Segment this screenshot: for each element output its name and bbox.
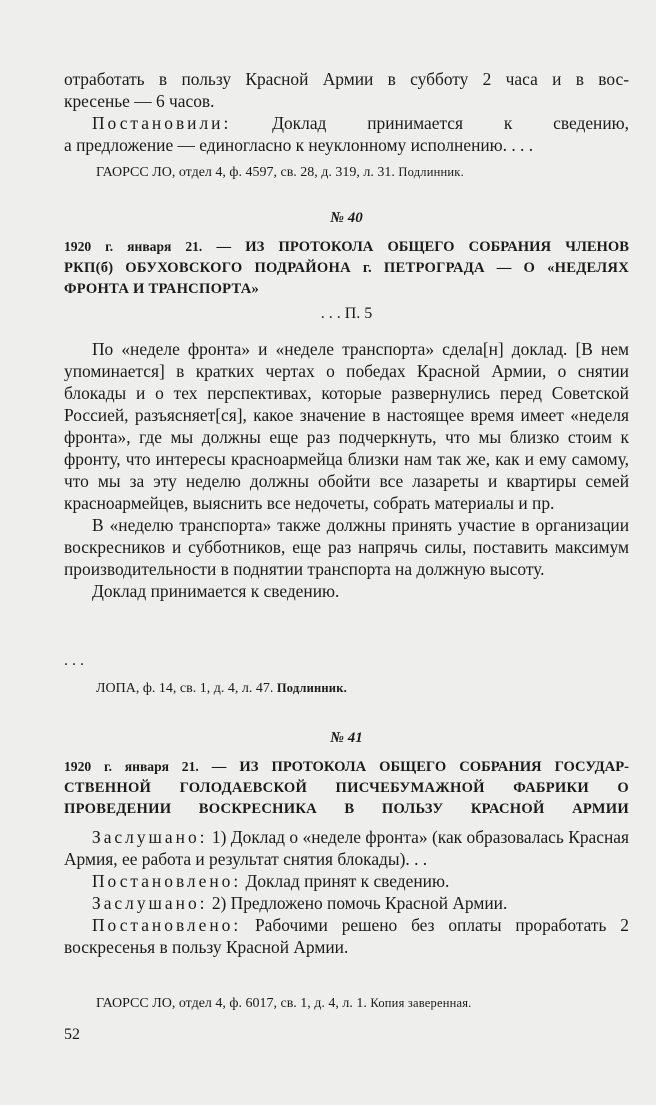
resolution-label: Постановлено: [92, 871, 242, 891]
heading-text: СТВЕННОЙ ГОЛОДАЕВСКОЙ ПИСЧЕБУМАЖНОЙ ФАБРИКИ О ПРОВЕДЕНИИ ВОСКРЕСНИКА В ПОЛЬЗУ КРАСНОЙ АРМИИ [64, 780, 629, 817]
archive-reference [96, 165, 464, 181]
resolution-text: Рабочими решено без оплаты проработать 2 воскресенья в пользу Красной Армии. [64, 915, 629, 957]
document-body [64, 338, 629, 602]
document-number: № 40 [330, 210, 363, 226]
document-heading [64, 236, 629, 300]
heard-label: Заслушано: [92, 827, 208, 847]
resolution-item [64, 914, 629, 958]
archive-reference [96, 996, 472, 1012]
resolution-line [64, 112, 629, 134]
heard-text: 1) Доклад о «неделе фронта» (как образовалась Красная Армия, ее работа и результат снятия блокады). . . [64, 827, 629, 869]
body-paragraph: По «неделе фронта» и «неделе транспорта» сдела[н] доклад. [В нем упоминается] в кратких чертах о победах Красной Армии, о снятии блокады и о тех перспективах, которые развернулись перед Советской Россией, разъясняет[ся], какое значение в настоящее время имеет «неделя фронта», где мы должны еще раз подчеркнуть, что мы близко стоим к фронту, что интересы красноармейца близки нам так же, как и ему самому, что мы за эту неделю должны обойти все лазареты и квартиры семей красноармейцев, выяснить все недочеты, собрать материалы и пр. [64, 339, 629, 513]
resolution-label: Постановлено: [92, 915, 242, 935]
heard-item [64, 892, 629, 914]
page-number: 52 [64, 1026, 80, 1043]
archive-source-type: Подлинник. [276, 681, 347, 695]
heard-item [64, 826, 629, 870]
document-date: 1920 г. января 21. [64, 759, 199, 774]
resolution-text: Доклад принят к сведению. [241, 871, 450, 891]
archive-source: ЛОПА, ф. 14, св. 1, д. 4, л. 47. [96, 681, 274, 696]
heading-line [64, 236, 629, 258]
archive-source: ГАОРСС ЛО, отдел 4, ф. 6017, св. 1, д. 4, л. 1. [96, 996, 367, 1011]
ellipsis: . . . [64, 652, 84, 669]
heard-text: 2) Предложено помочь Красной Армии. [207, 893, 508, 913]
resolution-line: а предложение — единогласно к неуклонному исполнению. . . . [64, 135, 534, 155]
heading-line [64, 756, 629, 778]
body-line: кресенье — 6 часов. [64, 91, 215, 111]
body-paragraph: Доклад принимается к сведению. [92, 581, 340, 601]
body-paragraph: В «неделю транспорта» также должны принять участие в организации воскресников и субботников, еще раз напрячь силы, поставить максимум производительности в поднятии транспорта на должную высоту. [64, 515, 629, 579]
archive-source-type: Копия заверенная. [370, 996, 472, 1010]
heading-lead: — ИЗ ПРОТОКОЛА ОБЩЕГО СОБРАНИЯ ЧЛЕНОВ [202, 239, 629, 255]
archive-reference [96, 681, 347, 697]
resolution-label: Постановили: [92, 113, 232, 133]
heading-lead: — ИЗ ПРОТОКОЛА ОБЩЕГО СОБРАНИЯ ГОСУДАР- [198, 759, 629, 775]
document-number: № 41 [330, 730, 363, 746]
resolution-text: Доклад принимается к сведению, [231, 113, 629, 133]
previous-document-tail [64, 68, 629, 156]
point-marker: . . . П. 5 [320, 305, 373, 322]
resolution-item [64, 870, 629, 892]
document-body [64, 826, 629, 958]
body-line: отработать в пользу Красной Армии в субботу 2 часа и в вос- [64, 69, 629, 89]
archive-source-type: Подлинник. [398, 165, 464, 179]
heading-text: РКП(б) ОБУХОВСКОГО ПОДРАЙОНА г. ПЕТРОГРАДА — О «НЕДЕЛЯХ ФРОНТА И ТРАНСПОРТА» [64, 260, 629, 297]
document-date: 1920 г. января 21. [64, 239, 203, 254]
heard-label: Заслушано: [92, 893, 208, 913]
archive-source: ГАОРСС ЛО, отдел 4, ф. 4597, св. 28, д. 319, л. 31. [96, 165, 395, 180]
document-heading [64, 756, 629, 820]
